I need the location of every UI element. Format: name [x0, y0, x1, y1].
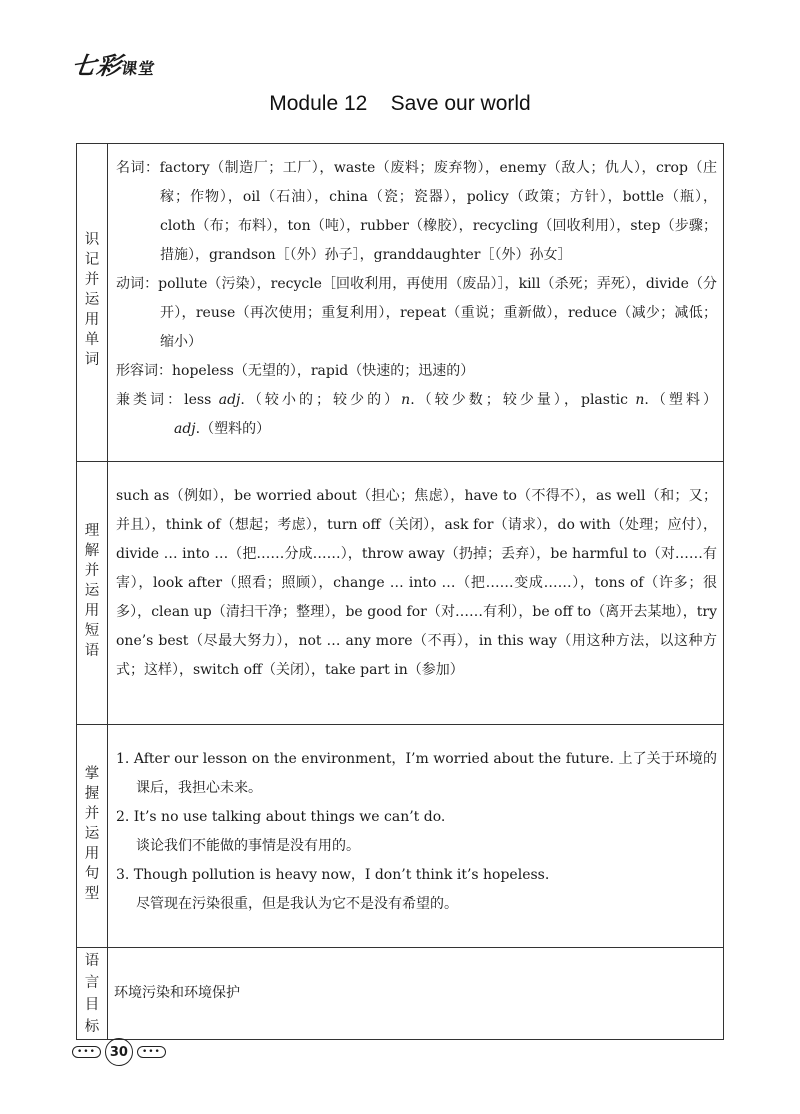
brand-logo-main: 七彩 [69, 52, 124, 80]
sentence-3: 3. Though pollution is heavy now，I don’t think it’s hopeless. [116, 867, 550, 883]
nouns-list: 名词：factory（制造厂；工厂），waste（废料；废弃物），enemy（敌人；仇人），crop（庄稼；作物），oil（石油），china（瓷；瓷器），policy（政策；方针），bottle（瓶），cloth（布；布料），ton（吨），rubber（橡胶），recycling（回收利用），step（步骤；措施），grandson［（外）孙子］，granddaughter［（外）孙女］ [116, 160, 717, 263]
sentence-2: 2. It’s no use talking about things we can’t do. [116, 809, 446, 825]
sentence-3-translation: 尽管现在污染很重，但是我认为它不是没有希望的。 [136, 896, 458, 912]
table-row-sentences [77, 725, 724, 948]
vocabulary-table [76, 143, 724, 1040]
page-number-right-dots: ••• [137, 1046, 166, 1058]
phrases-list: such as（例如），be worried about（担心；焦虑），have to（不得不），as well（和；又；并且），think of（想起；考虑），turn off（关闭），ask for（请求），do with（处理；应付），divide … into …（把……分成……），throw away（扔掉；丢弃），be harmful to（对……有害），look after（照看；照顾），change … into …（把……变成……），tons of（许多；很多），clean up（清扫干净；整理），be good for（对……有利），be off to（离开去某地），try one’s best（尽最大努力），not … any more（不再），in this way（用这种方法，以这种方式；这样），switch off（关闭），take part in（参加） [116, 488, 717, 678]
section-content-sentences [108, 725, 724, 948]
table-row-phrases [77, 462, 724, 725]
section-content-goal: 环境污染和环境保护 [108, 948, 724, 1040]
page-title: Module 12 Save our world [269, 92, 531, 115]
table-row-goal [77, 948, 724, 1040]
page-number-left-dots: ••• [72, 1046, 101, 1058]
verbs-list: 动词：pollute（污染），recycle［回收利用，再使用（废品）］，kill（杀死；弄死），divide（分开），reuse（再次使用；重复利用），repeat（重说；重新做），reduce（减少；减低；缩小） [116, 276, 717, 350]
brand-logo-small: 课堂 [119, 59, 157, 78]
sentence-2-translation: 谈论我们不能做的事情是没有用的。 [136, 838, 360, 854]
section-label-sentences: 掌握并运用句型 [77, 725, 108, 948]
section-content-phrases [108, 462, 724, 725]
page-number [72, 1038, 166, 1066]
section-label-goal: 语言 目标 [77, 948, 108, 1040]
sentence-1: 1. After our lesson on the environment，I’m worried about the future. 上了关于环境的课后，我担心未来。 [116, 751, 717, 796]
brand-logo [70, 46, 159, 81]
adjectives-list: 形容词：hopeless（无望的），rapid（快速的；迅速的） [116, 363, 475, 379]
section-label-words: 识记并运用单词 [77, 144, 108, 462]
section-label-phrases: 理解并运用短语 [77, 462, 108, 725]
table-row-words [77, 144, 724, 462]
section-content-words [108, 144, 724, 462]
page-number-circle: 30 [105, 1038, 133, 1066]
multi-class-words: 兼类词：less adj.（较小的；较少的）n.（较少数；较少量），plastic n.（塑料）adj.（塑料的） [116, 392, 717, 437]
